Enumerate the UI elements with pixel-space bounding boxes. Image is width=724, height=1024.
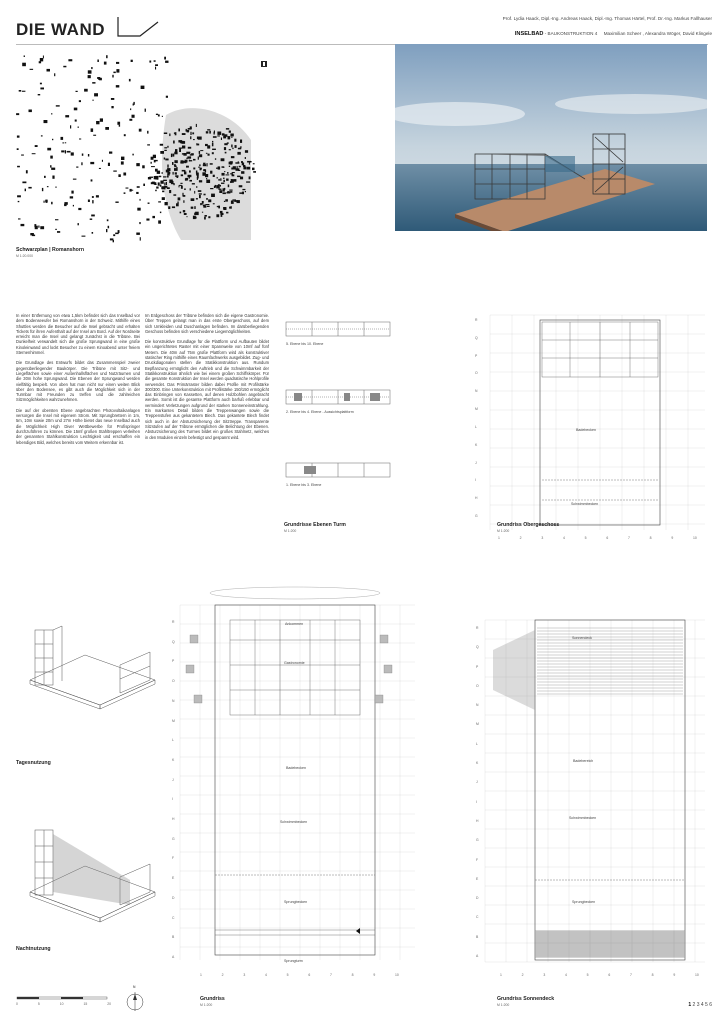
grid-row-label: M (476, 722, 479, 727)
grid-row-label: F (476, 857, 479, 862)
grid-row-label: N (172, 698, 175, 703)
tower-level-label: 1. Ebene bis 3. Ebene (286, 483, 322, 487)
room-label: Ankommen (285, 622, 304, 626)
grid-row-label: P (476, 664, 479, 669)
grid-row-label: Q (475, 335, 478, 340)
room-label: Badebereich (573, 759, 594, 763)
tower-level-label: 5. Ebene bis 10. Ebene (286, 342, 324, 346)
grid-col-label: 2 (519, 536, 522, 540)
north-arrow-icon (124, 990, 146, 1012)
grid-row-label: R (476, 626, 479, 630)
grid-row-label: L (475, 424, 477, 429)
grid-row-label: F (172, 856, 175, 861)
grid-col-label: 6 (606, 536, 609, 540)
grid-row-label: G (475, 514, 478, 518)
day-use-caption: Tagesnutzung (16, 760, 51, 766)
scale-bar-labels (16, 1002, 111, 1006)
grid-col-label: 4 (265, 973, 267, 977)
grid-row-label: P (475, 353, 478, 358)
upper-col-axis (498, 536, 698, 542)
text-column-2 (145, 313, 269, 445)
grid-row-label: K (172, 757, 175, 762)
grid-col-label: 7 (330, 973, 332, 977)
text-column-1 (16, 313, 140, 450)
grid-row-label: K (476, 761, 479, 766)
grid-row-label: J (476, 780, 478, 785)
grid-col-label: 4 (565, 973, 567, 977)
grid-row-label: G (172, 836, 175, 841)
paragraph: Im Erdgeschoss der Tribüne befinden sich die eigene Gastronomie. Über Treppen gelangt man in das erste Obergeschoss, auf dem sich Umkleiden und Duschanlagen befinden. Im darüberliegenden Geschoss befinden sich verschiedene Liegemöglichkeiten. (145, 313, 269, 334)
room-label: Schwimmbecken (571, 502, 599, 506)
grid-row-label: I (172, 797, 173, 802)
grid-col-label: 3 (541, 536, 544, 540)
room-label: Gastronomie (284, 661, 305, 665)
tower-plans-scale: M 1:200 (284, 529, 297, 533)
grid-row-label: O (476, 683, 479, 688)
grid-row-label: Q (476, 645, 479, 650)
grid-row-label: N (475, 389, 478, 394)
grid-col-label: 10 (693, 536, 697, 540)
grid-row-label: I (476, 799, 477, 804)
grid-col-label: 1 (200, 973, 202, 977)
room-label: Sprungturm (284, 959, 303, 963)
paragraph: Die konstruktive Grundlage für die Plattform und Aufbauten bildet ein ungerichtetes Raster mit einer Spannweite von 10mf auf fünf Metern. Die 40m auf 75m große Plattform wird als konstruktiver statischer Ring mithilfe eines Raumfachwerks ausgebildet. Zug- und Druckdiagonalen stellen die Statikkonstruktion aus. Rundum Bepflanzung ermöglicht den Auftrieb und die Schwimmbarkeit der Statikkonstruktion ähnlich wie bei einem großen Schiffskörper. Für die gesamte Konstruktion der Insel werden quadratische Hohlprofile verwendet. Das Primärraster bilden dabei Profile mit Profilstärke 300/300. Eine Unterkonstruktion mit Profilstärke 150/150 ermöglicht das Einbringen von Kassetten, auf denen Holzbohlen angebracht werden. Somit ist die gesamte Plattform auch barfuß erlebbar und vermindert Verletzungen aufgrund der starken Sonneneinstrahlung. Ein markantes Detail bilden die Treppenwangen sowie die Treppenstufen aus gekantetem Blech. Das gekantete Blech findet sich auch in der Absturzsicherung der Sitztreppe. Transparente Sitzstufen auf der Tribüne ermöglichen die Belichtung der Ebenen. Absturzsicherung des Turmes bildet ein großes Stahlnetz, welches in den Modulen einzeln befestigt und gespannt wird. (145, 339, 269, 440)
grid-col-label: 10 (695, 973, 699, 977)
grid-col-label: 8 (351, 973, 354, 977)
sundeck-caption: Grundriss Sonnendeck (497, 996, 555, 1002)
grid-row-label: M (475, 407, 478, 412)
room-label: Schwimmbecken (569, 816, 597, 820)
grid-row-label: P (172, 659, 175, 664)
sundeck-row-axis (476, 626, 486, 960)
grid-col-label: 2 (521, 973, 524, 977)
paragraph: Die Grundlage des Entwurfs bildet das Zusammenspiel zweier gegenüberliegender Baukörper. Die Tribüne mit Sitz- und Liegeflächen sowie einer Außenhallsflächen und Nutzräumen und die 30m hohe Sprungwand. Die Ebenen der Sprungwand werden vielfältig bespielt. Von oben hat man nicht nur einen weiten Blick über den Bodensee, es gibt auch die Möglichkeit sich in der Turmbar mit Freunden zu treffen und die zahlreichen Sitzmöglichkeiten wahrzunehmen. (16, 360, 140, 403)
grid-row-label: O (172, 679, 175, 684)
night-use-caption: Nachtnutzung (16, 946, 51, 952)
grid-row-label: I (475, 478, 476, 483)
room-label: Sprungbecken (572, 900, 596, 904)
scale-bar-tick: 20 (107, 1002, 111, 1006)
axonometry-day (20, 610, 160, 715)
upper-floor-scale: M 1:200 (497, 529, 510, 533)
grid-row-label: L (172, 738, 174, 743)
paragraph: In einer Entfernung von etwa 1,5km befindet sich das Inselbad vor dem Bodenseeufer bei Romanshorn in der Schweiz. Mithilfe eines Shuttles werden die Besucher auf die Insel gebracht und erhalten Tickets für ihren Aufenthalt auf der Insel am Bord. Auf der Nordseite erreicht man die Insel und gelangt zunächst in die Tribüne. Bei Dunkelheit verwandelt sich die große Sprungwand in eine große Kinoleinwand und lockt Besucher zu einem Kinoabend unter freiem Sternenhimmel. (16, 313, 140, 356)
ground-row-axis (172, 620, 182, 960)
tower-plans-caption: Grundrisse Ebenen Turm (284, 522, 346, 528)
room-label: Sprungbecken (284, 900, 308, 904)
authors-line: Prof. Lydia Haack, Dipl.-Ing. Andreas Haack, Dipl.-Ing. Thomas Härtel, Prof. Dr.-Ing. Markus Fallhauser (502, 16, 712, 21)
ground-floor-caption: Grundriss (200, 996, 225, 1002)
room-label: Badebecken (286, 766, 306, 770)
page-title: DIE WAND (16, 20, 105, 39)
grid-row-label: D (476, 896, 479, 901)
grid-row-label: J (172, 777, 174, 782)
grid-row-label: E (172, 876, 175, 881)
site-plan-map (16, 55, 256, 243)
grid-col-label: 6 (608, 973, 611, 977)
axonometry-night (20, 820, 160, 930)
grid-col-label: 7 (630, 973, 632, 977)
grid-row-label: H (476, 818, 479, 823)
course-line (515, 31, 712, 37)
grid-col-label: 5 (584, 536, 587, 540)
grid-row-label: Q (172, 639, 175, 644)
grid-col-label: 8 (649, 536, 652, 540)
north-label: N (133, 985, 136, 989)
ground-floor-plan (170, 565, 420, 975)
upper-floor-caption: Grundriss Obergeschoss (497, 522, 560, 528)
grid-row-label: A (172, 955, 175, 959)
sundeck-scale: M 1:200 (497, 1003, 510, 1007)
grid-row-label: J (475, 460, 477, 465)
grid-col-label: 5 (286, 973, 289, 977)
sundeck-col-axis (500, 973, 700, 979)
course-name: INSELBAD (514, 31, 544, 37)
grid-row-label: C (476, 915, 479, 920)
island-render-image (395, 44, 707, 231)
students-line: Maximilian Scheer , Alexandra Wöger, David Klingele (603, 31, 712, 36)
scale-bar-tick: 5 (37, 1002, 40, 1006)
course-detail: - BAUKONSTRUKTION 4 (544, 31, 598, 36)
grid-col-label: 1 (500, 973, 502, 977)
grid-col-label: 3 (543, 973, 546, 977)
upper-row-axis (475, 318, 485, 518)
grid-row-label: R (172, 620, 175, 624)
page-indicator (688, 1002, 712, 1008)
grid-row-label: M (172, 718, 175, 723)
grid-col-label: 4 (563, 536, 565, 540)
grid-row-label: O (475, 371, 478, 376)
grid-row-label: H (172, 817, 175, 822)
paragraph: Die auf der obersten Ebene angebrachten Photovoltaikanlagen versorgen die Insel mit eigenem Strom. Mit Sprungbrettern in 1m, 5m, 10m sowie 20m und 27m Höhe bietet das neue Inselbad auch die Möglichkeit High Diver Wettbewerbe für Profispringer durchzuführen zu können. Die 15mf großen Stahltreppen verleihen der genannten Stahlkonstruktion Leichtigkeit und erschaffen ein lebendiges Bild, welches bereits vom Weitem erkennbar ist. (16, 407, 140, 445)
grid-col-label: 9 (671, 536, 674, 540)
tower-level-label: 2. Ebene bis 4. Ebene - Aussichtsplattform (286, 410, 354, 414)
sundeck-plan (475, 600, 710, 970)
grid-col-label: 1 (498, 536, 500, 540)
grid-col-label: 10 (395, 973, 399, 977)
scale-bar-tick: 0 (16, 1002, 18, 1006)
north-marker-icon (260, 60, 268, 68)
grid-col-label: 3 (243, 973, 246, 977)
grid-row-label: B (172, 935, 175, 940)
grid-row-label: D (172, 895, 175, 900)
grid-row-label: K (475, 442, 478, 447)
grid-col-label: 8 (651, 973, 654, 977)
grid-row-label: E (476, 876, 479, 881)
wall-logo-icon (116, 16, 160, 38)
scale-bar-tick: 15 (83, 1002, 88, 1006)
grid-row-label: R (475, 318, 478, 322)
grid-col-label: 9 (373, 973, 376, 977)
grid-row-label: A (476, 954, 479, 958)
site-plan-scale: M 1:20.000 (16, 254, 33, 258)
other-pages: 2 3 4 5 6 (692, 1002, 712, 1008)
grid-row-label: H (475, 496, 478, 501)
grid-row-label: B (476, 934, 479, 939)
grid-row-label: L (476, 741, 478, 746)
grid-col-label: 5 (586, 973, 589, 977)
ground-floor-scale: M 1:200 (200, 1003, 213, 1007)
room-label: Badebecken (576, 428, 596, 432)
grid-row-label: N (476, 703, 479, 708)
site-plan-caption: Schwarzplan | Romanshorn (16, 247, 85, 253)
room-label: Sonnendeck (572, 636, 592, 640)
scale-bar-tick: 10 (59, 1002, 64, 1006)
room-label: Schwimmbecken (280, 820, 308, 824)
grid-row-label: C (172, 915, 175, 920)
grid-col-label: 7 (628, 536, 630, 540)
grid-col-label: 2 (221, 973, 224, 977)
grid-col-label: 6 (308, 973, 311, 977)
current-page: 1 (688, 1002, 692, 1008)
grid-row-label: G (476, 838, 479, 843)
ground-col-axis (200, 973, 400, 979)
grid-col-label: 9 (673, 973, 676, 977)
